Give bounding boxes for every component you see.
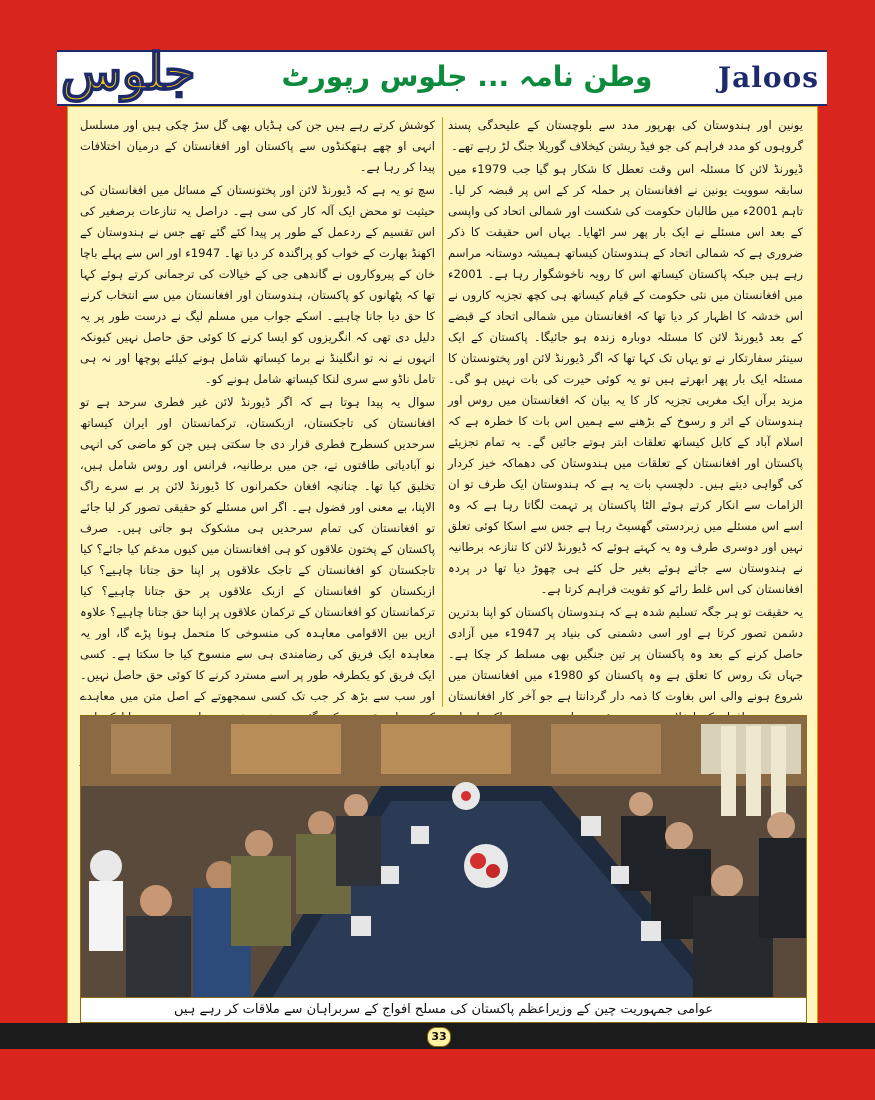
meeting-photo-illustration bbox=[81, 716, 806, 1000]
paragraph: کوشش کرتے رہے ہیں جن کی ہڈیاں بھی گل سڑ چکی ہیں اور مسلسل انہی او چھے ہتھکنڈوں سے پاکستان اور افغانستان کے درمیان اختلافات پیدا کر رہا ہے۔ bbox=[80, 118, 435, 174]
photo-caption: عوامی جمہوریت چین کے وزیراعظم پاکستان کی مسلح افواج کے سربراہان سے ملاقات کر رہے ہیں bbox=[80, 997, 807, 1023]
paragraph: ڈیورنڈ لائن کا مسئلہ اس وقت تعطل کا شکار ہو گیا جب 1979ء میں سابقہ سوویت یونین نے افغانستان پر حملہ کر کے اس پر قبضہ کر لیا۔ تاہم 2001ء میں طالبان حکومت کی شکست اور شمالی اتحاد کی واپسی کے بعد اس مسئلے نے ایک بار پھر سر اٹھایا۔ یہاں اس حقیقت کا ذکر ضروری ہے کہ شمالی اتحاد کے ہندوستان کیساتھ ہمیشہ دوستانہ مراسم رہے ہیں جبکہ پاکستان کیساتھ اس کا رویہ ناخوشگوار رہا ہے۔ 2001ء میں افغانستان میں نئی حکومت کے قیام کیساتھ ہی کچھ تجزیہ کاروں نے اس خدشہ کا اظہار کر دیا تھا کہ افغانستان میں شمالی اتحاد کے قبضے کے بعد ڈیورنڈ لائن کا مسئلہ دوبارہ زندہ ہو جائیگا۔ پاکستان کے ایک سینئر سفارتکار نے تو یہاں تک کہا تھا کہ اگر ڈیورنڈ لائن اور پختونستان کا مسئلہ ایک بار پھر ابھرتے ہیں تو یہ کوئی حیرت کی بات نہیں ہو گی۔ مزید برآں ایک مغربی تجزیہ کار کا یہ بیان کہ افغانستان میں روس اور ہندوستان کے اثر و رسوخ کے بڑھنے سے ہمیں اس بات کا خطرہ ہے کہ اسلام آباد کے کابل کیساتھ تعلقات ابتر ہوتے جائیں گے۔ یہ تمام تجزیئے پاکستان اور افغانستان کے تعلقات میں ہندوستان کی دھماکہ خیز کردار کی گواہی دیتے ہیں۔ دلچسپ بات یہ ہے کہ ہندوستان ایک طرف تو ان الزامات سے انکار کرتے ہوئے الٹا پاکستان پر تہمت لگاتا رہا ہے کہ وہ اسے اس مسئلے میں زبردستی گھسیٹ رہا ہے جس سے اسکا کوئی تعلق نہیں اور دوسری طرف وہ یہ کہتے ہوئے کہ ڈیورنڈ لائن کا تنازعہ برطانیہ نے ہندوستان سے جاتے ہوئے بغیر حل کئے ہی چھوڑ دیا تھا در پردہ افغانستان کی اس غلط رائے کو تقویت فراہم کرتا ہے۔ bbox=[448, 162, 803, 596]
article-column-right bbox=[448, 115, 803, 705]
section-title: وطن نامہ ... جلوس رپورٹ bbox=[281, 60, 653, 93]
paragraph: یہ حقیقت تو ہر جگہ تسلیم شدہ ہے کہ ہندوستان پاکستان کو اپنا بدترین دشمن تصور کرتا ہے اور اسی دشمنی کی بنیاد پر 1947ء میں آزادی حاصل کرنے کے بعد وہ پاکستان پر تین جنگیں بھی مسلط کر چکا ہے۔ جہاں تک روس کا تعلق ہے وہ پاکستان کو 1980ء میں افغانستان میں شروع ہونے والی اس بغاوت کا ذمہ دار گردانتا ہے جو آخر کار افغانستان bbox=[448, 605, 803, 703]
page-number: 33 bbox=[427, 1027, 451, 1047]
jaloos-urdu-logo bbox=[61, 40, 196, 104]
article-panel bbox=[67, 106, 818, 1025]
logo-urdu-text: جلوس bbox=[61, 42, 196, 101]
page-footer bbox=[0, 1023, 875, 1049]
jaloos-latin-logo: Jaloos bbox=[717, 61, 819, 94]
meeting-photo bbox=[80, 715, 807, 1001]
paragraph: سوال یہ پیدا ہوتا ہے کہ اگر ڈیورنڈ لائن غیر فطری سرحد ہے تو افغانستان کی تاجکستان، ازبکستان، ترکمانستان اور ایران کیساتھ سرحدیں کسطرح فطری قرار دی جا سکتی ہیں جن کو ماضی کی انہی نو آبادیاتی طاقتوں نے، جن میں برطانیہ، فرانس اور روس شامل ہیں، تخلیق کیا تھا۔ چنانچہ افغان حکمرانوں کا ڈیورنڈ لائن پر بے سرے راگ الاپنا، بے معنی اور فضول ہے۔ اگر اس مسئلے کو حقیقی تصور کر لیا جائے تو افغانستان کی تمام سرحدیں ہی مشکوک ہو جاتی ہیں۔ صرف پاکستان کے پختون علاقوں کو ہی افغانستان میں کیوں مدغم کیا جائے؟ کیا تاجکستان کو افغانستان کے تاجک علاقوں پر اپنا حق جتانا چاہیے؟ کیا ازبکستان کو افغانستان کے ازبک علاقوں پر حق جتانا چاہیے؟ کیا ترکمانستان کو افغانستان کے ترکمان علاقوں پر اپنا حق جتانا چاہیے؟ علاوہ ازیں بین الاقوامی معاہدہ کی منسوخی کا متحمل ہونا پڑے گا، اور یہ معاہدہ ایک فریق کی رضامندی ہی سے منسوخ کیا جا سکتا ہے۔ کسی ایک فریق کو یکطرفہ طور پر اسے مسترد کرنے کا کوئی حق حاصل نہیں۔ اور سب سے بڑھ کر جب تک کسی سمجھوتے کے اصل متن میں معاہدے bbox=[80, 395, 435, 703]
column-divider bbox=[442, 117, 443, 707]
page-header bbox=[57, 42, 827, 106]
paragraph: یونین اور ہندوستان کی بھرپور مدد سے بلوچستان کے علیحدگی پسند گروہوں کو مدد فراہم کی جو فیڈ ریشن کیخلاف گوریلا جنگ لڑ رہے تھے۔ bbox=[448, 118, 803, 153]
article-column-left bbox=[80, 115, 435, 705]
paragraph: سچ تو یہ ہے کہ ڈیورنڈ لائن اور پختونستان کے مسائل میں افغانستان کی حیثیت تو محض ایک آلہ کار کی سی ہے۔ دراصل یہ تنازعات برصغیر کی اس تقسیم کے ردعمل کے طور پر پیدا کئے گئے تھے جس نے ہندوستان کے اکھنڈ بھارت کے خواب کو پراگندہ کر دیا تھا۔ 1947ء اور اس سے پہلے باچا خان کے پیروکاروں نے گاندھی جی کے خیالات کی ترجمانی کرتے ہوئے کہا تھا کہ پٹھانوں کو پاکستان، ہندوستان اور افغانستان میں سے انتخاب کرنے کا حق دیا جانا چاہیے۔ اسکے جواب میں مسلم لیگ نے درست طور پر یہ دلیل دی تھی کہ انگریزوں کو ایسا کرنے کا کوئی حق حاصل نہیں کیونکہ انہوں نے نہ تو انگلینڈ نے برما کیساتھ شامل ہونے کیلئے پوچھا اور نہ ہی تامل ناڈو سے سری لنکا کیساتھ شامل ہونے کو۔ bbox=[80, 183, 435, 386]
